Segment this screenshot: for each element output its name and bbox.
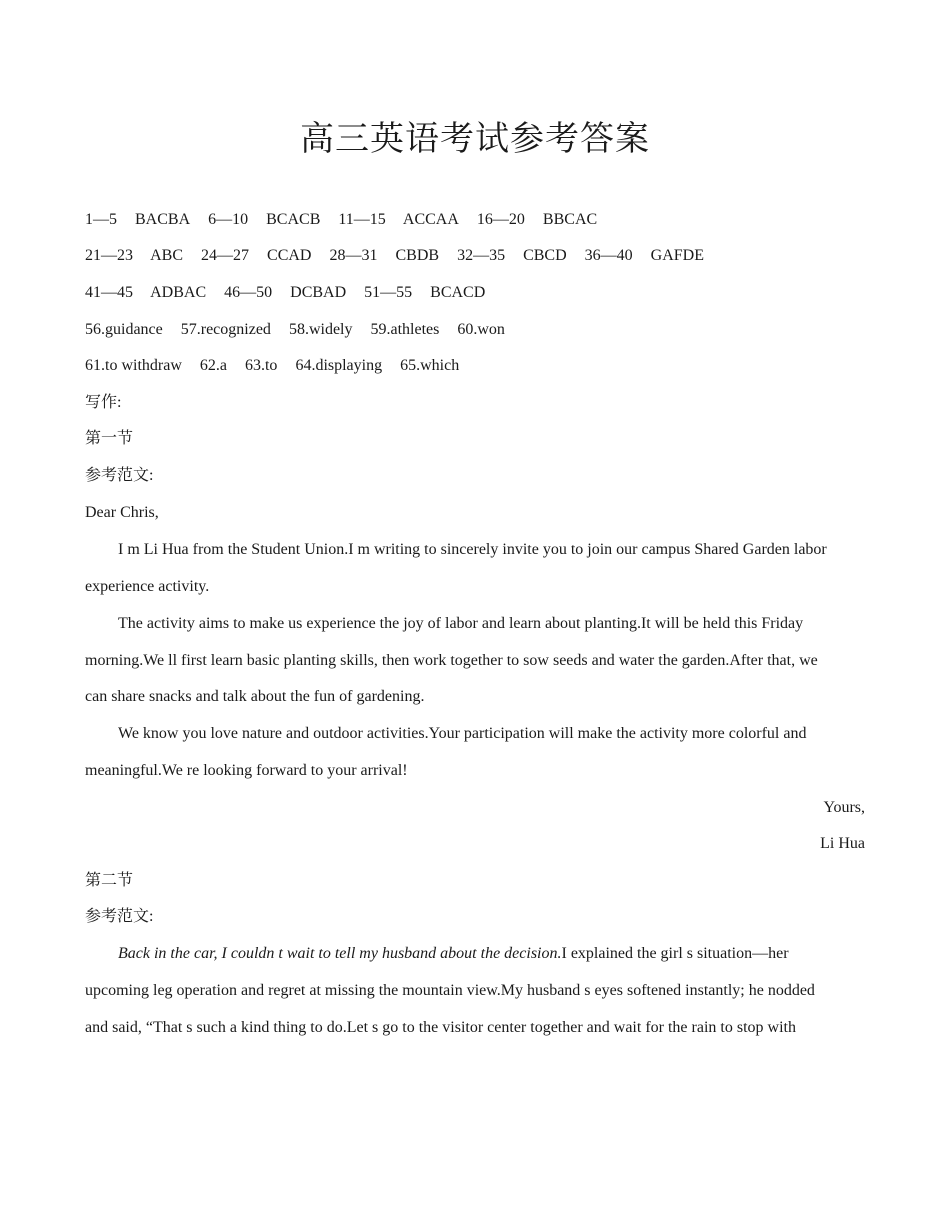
- story-opening-sentence: Back in the car, I couldn t wait to tell my husband about the decision.: [118, 945, 562, 962]
- answer-value: BACBA: [135, 211, 191, 228]
- answer-value: BCACB: [266, 211, 321, 228]
- answer-value: CCAD: [267, 247, 312, 264]
- answer-value: CBCD: [523, 247, 567, 264]
- story-paragraph-line-2: upcoming leg operation and regret at missing the mountain view.My husband s eyes softened instantly; he nodded: [85, 982, 815, 999]
- answer-value: ADBAC: [150, 284, 207, 301]
- section-1-heading: 第一节: [85, 430, 134, 447]
- answer-range: 6—10: [208, 211, 249, 228]
- section-2-sample-label: 参考范文:: [85, 908, 154, 925]
- answer-range: 46—50: [224, 284, 273, 301]
- answer-item: 65.which: [400, 357, 460, 374]
- answer-range: 16—20: [476, 211, 525, 228]
- story-paragraph-line-3: and said, “That s such a kind thing to do.Let s go to the visitor center together and wait for the rain to stop with: [85, 1019, 796, 1036]
- writing-label: 写作:: [85, 394, 122, 411]
- answer-value: DCBAD: [290, 284, 347, 301]
- letter-signature: Li Hua: [820, 835, 865, 852]
- story-paragraph-line-1: [118, 943, 789, 965]
- letter-paragraph-3-line-1: We know you love nature and outdoor activities.Your participation will make the activity more colorful and: [118, 725, 807, 742]
- answer-item: 58.widely: [288, 321, 353, 338]
- answer-item: 64.displaying: [295, 357, 383, 374]
- answer-range: 24—27: [201, 247, 250, 264]
- answer-item: 62.a: [199, 357, 227, 374]
- answer-row-2: [85, 245, 704, 267]
- answer-value: BBCAC: [542, 211, 598, 228]
- section-1-sample-label: 参考范文:: [85, 467, 154, 484]
- section-2-heading: 第二节: [85, 872, 134, 889]
- answer-item: 63.to: [244, 357, 278, 374]
- letter-paragraph-2-line-2: morning.We ll first learn basic planting skills, then work together to sow seeds and water the garden.After that, we: [85, 652, 818, 669]
- answer-item: 60.won: [457, 321, 505, 338]
- answer-range: 36—40: [584, 247, 633, 264]
- letter-paragraph-3-line-2: meaningful.We re looking forward to your arrival!: [85, 762, 408, 779]
- answer-row-5: [85, 355, 459, 377]
- answer-item: 57.recognized: [180, 321, 271, 338]
- answer-row-4: [85, 319, 505, 341]
- answer-range: 1—5: [85, 211, 117, 228]
- letter-paragraph-1-line-2: experience activity.: [85, 578, 210, 595]
- letter-paragraph-1-line-1: I m Li Hua from the Student Union.I m writing to sincerely invite you to join our campus Shared Garden labor: [118, 541, 827, 558]
- story-line-1-continuation: I explained the girl s situation—her: [561, 945, 789, 962]
- answer-range: 21—23: [85, 247, 133, 264]
- answer-value: ACCAA: [402, 211, 459, 228]
- answer-row-1: [85, 209, 597, 231]
- letter-paragraph-2-line-1: The activity aims to make us experience the joy of labor and learn about planting.It will be held this Friday: [118, 615, 804, 632]
- answer-value: CBDB: [395, 247, 440, 264]
- answer-range: 41—45: [85, 284, 133, 301]
- answer-range: 11—15: [338, 211, 386, 228]
- answer-range: 28—31: [329, 247, 378, 264]
- answer-row-3: [85, 282, 485, 304]
- answer-item: 59.athletes: [370, 321, 440, 338]
- letter-salutation: Dear Chris,: [85, 504, 159, 521]
- page-title: 高三英语考试参考答案: [300, 121, 650, 158]
- answer-item: 56.guidance: [85, 321, 163, 338]
- letter-paragraph-2-line-3: can share snacks and talk about the fun of gardening.: [85, 688, 425, 705]
- letter-closing: Yours,: [823, 799, 865, 816]
- answer-value: GAFDE: [650, 247, 704, 264]
- answer-range: 32—35: [457, 247, 506, 264]
- answer-value: BCACD: [430, 284, 486, 301]
- answer-range: 51—55: [364, 284, 413, 301]
- answer-item: 61.to withdraw: [85, 357, 182, 374]
- answer-value: ABC: [150, 247, 184, 264]
